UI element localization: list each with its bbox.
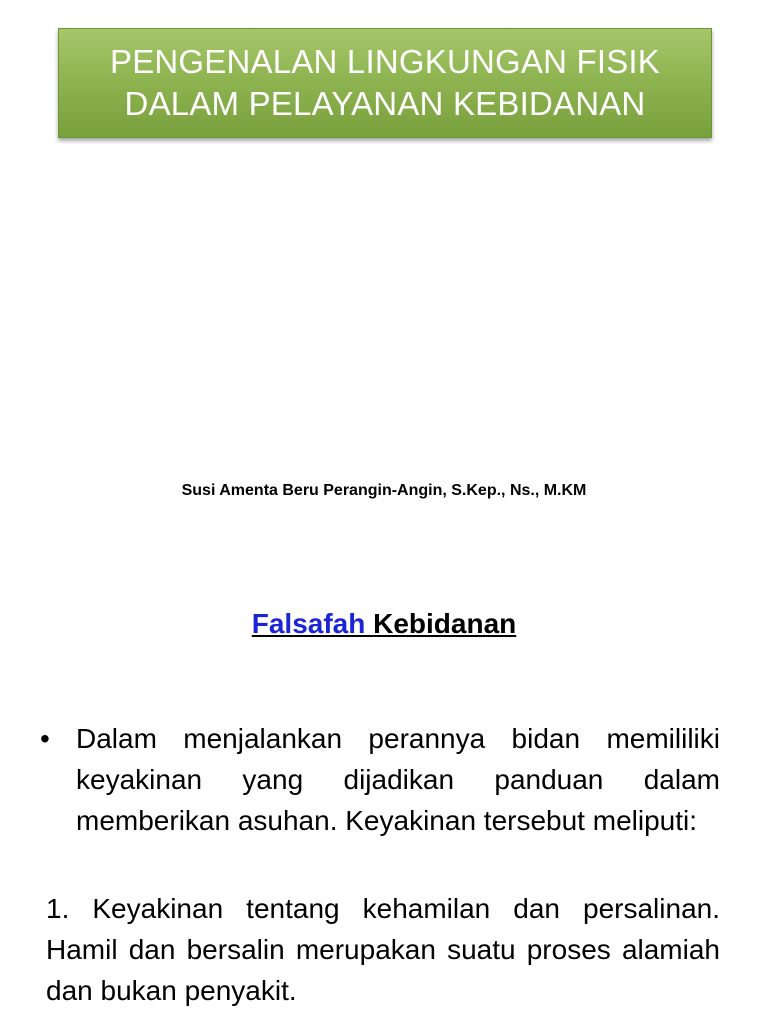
page-title: [110, 41, 660, 125]
title-line-1: PENGENALAN LINGKUNGAN FISIK: [109, 43, 661, 80]
bullet-icon: •: [40, 723, 50, 754]
title-line-2: DALAM PELAYANAN KEBIDANAN: [124, 85, 646, 122]
bullet-text: Dalam menjalankan perannya bidan memililiki keyakinan yang dijadikan panduan dalam memberikan asuhan. Keyakinan tersebut meliputi:: [76, 723, 720, 836]
heading-text: Kebidanan: [373, 608, 517, 639]
section-heading: [0, 608, 768, 640]
title-banner: [58, 28, 712, 138]
falsafah-link[interactable]: Falsafah: [251, 608, 374, 639]
author-name: Susi Amenta Beru Perangin-Angin, S.Kep., Ns., M.KM: [181, 482, 587, 499]
list-item: [40, 718, 720, 841]
numbered-paragraph: 1. Keyakinan tentang kehamilan dan persalinan. Hamil dan bersalin merupakan suatu proses alamiah dan bukan penyakit.: [46, 893, 720, 1006]
bullet-list: [40, 718, 720, 841]
